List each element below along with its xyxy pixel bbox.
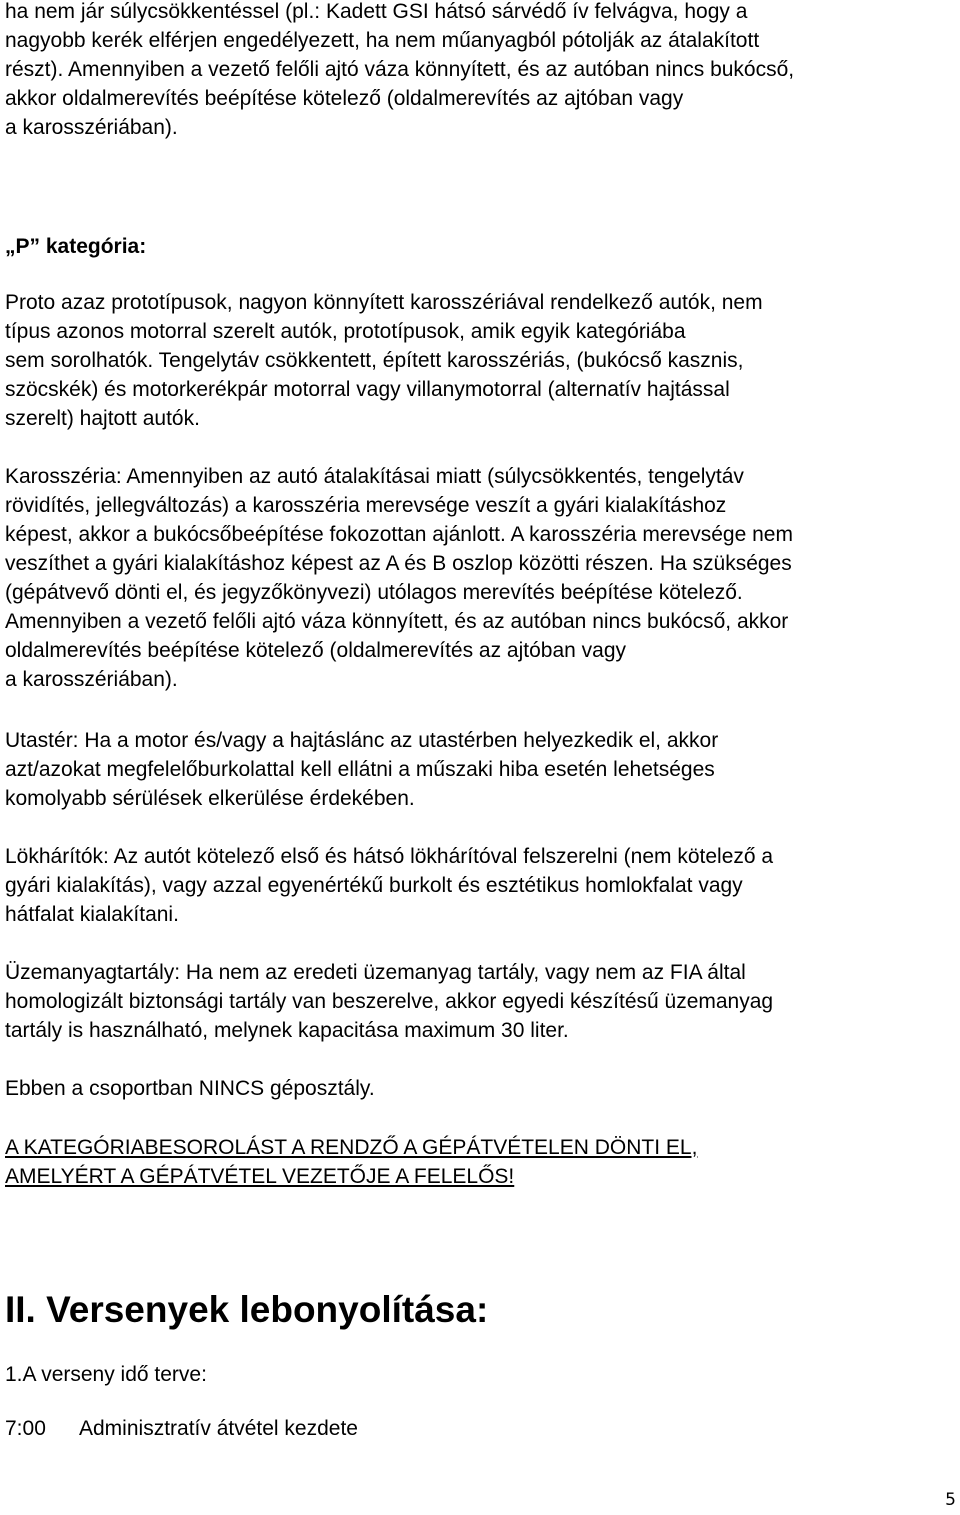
text-line: hátfalat kialakítani. (5, 903, 179, 926)
text-line: Karosszéria: Amennyiben az autó átalakításai miatt (súlycsökkentés, tengelytáv (5, 465, 744, 488)
text-line: részt). Amennyiben a vezető felőli ajtó váza könnyített, és az autóban nincs bukócső, (5, 58, 795, 81)
text-line: típus azonos motorral szerelt autók, prototípusok, amik egyik kategóriába (5, 320, 686, 343)
utaster-paragraph (5, 726, 950, 813)
category-heading: „P” kategória: (5, 235, 147, 258)
subsection-title: 1.A verseny idő terve: (5, 1363, 207, 1386)
text-line: Amennyiben a vezető felőli ajtó váza könnyített, és az autóban nincs bukócső, akkor (5, 610, 789, 633)
section-title: II. Versenyek lebonyolítása: (5, 1289, 489, 1330)
schedule-row (5, 1414, 358, 1443)
text-line: a karosszériában). (5, 116, 178, 139)
text-line: szöcskék) és motorkerékpár motorral vagy villanymotorral (alternatív hajtással (5, 378, 730, 401)
schedule-time: 7:00 (5, 1417, 46, 1440)
text-line: sem sorolhatók. Tengelytáv csökkentett, épített karosszériás, (bukócső kasznis, (5, 349, 744, 372)
schedule-event: Adminisztratív átvétel kezdete (79, 1417, 358, 1440)
text-line: gyári kialakítás), vagy azzal egyenértékű burkolt és esztétikus homlokfalat vagy (5, 874, 743, 897)
proto-paragraph (5, 288, 950, 433)
text-line: oldalmerevítés beépítése kötelező (oldalmerevítés az ajtóban vagy (5, 639, 627, 662)
class-note: Ebben a csoportban NINCS géposztály. (5, 1077, 375, 1100)
text-line: Üzemanyagtartály: Ha nem az eredeti üzemanyag tartály, vagy nem az FIA által (5, 961, 746, 984)
text-line: ha nem jár súlycsökkentéssel (pl.: Kadett GSI hátsó sárvédő ív felvágva, hogy a (5, 0, 748, 23)
text-line: AMELYÉRT A GÉPÁTVÉTEL VEZETŐJE A FELELŐS! (5, 1165, 515, 1188)
text-line: homologizált biztonsági tartály van beszerelve, akkor egyedi készítésű üzemanyag (5, 990, 774, 1013)
text-line: szerelt) hajtott autók. (5, 407, 200, 430)
text-line: komolyabb sérülések elkerülése érdekében. (5, 787, 415, 810)
text-line: Lökhárítók: Az autót kötelező első és hátsó lökhárítóval felszerelni (nem kötelező a (5, 845, 774, 868)
text-line: azt/azokat megfelelőburkolattal kell ellátni a műszaki hiba esetén lehetséges (5, 758, 715, 781)
text-line: veszíthet a gyári kialakításhoz képest az A és B oszlop közötti részen. Ha szükséges (5, 552, 792, 575)
karosszeria-paragraph (5, 462, 950, 694)
text-line: nagyobb kerék elférjen engedélyezett, ha nem műanyagból pótolják az átalakított (5, 29, 760, 52)
text-line: rövidítés, jellegváltozás) a karosszéria merevsége veszít a gyári kialakításhoz (5, 494, 727, 517)
lokharito-paragraph (5, 842, 950, 929)
text-line: Utastér: Ha a motor és/vagy a hajtáslánc az utastérben helyezkedik el, akkor (5, 729, 719, 752)
continued-paragraph (5, 0, 950, 142)
category-warning (5, 1133, 950, 1191)
text-line: (gépátvevő dönti el, és jegyzőkönyvezi) utólagos merevítés beépítése kötelező. (5, 581, 743, 604)
text-line: képest, akkor a bukócsőbeépítése fokozottan ajánlott. A karosszéria merevsége nem (5, 523, 793, 546)
text-line: a karosszériában). (5, 668, 178, 691)
text-line: akkor oldalmerevítés beépítése kötelező (oldalmerevítés az ajtóban vagy (5, 87, 684, 110)
uzemanyag-paragraph (5, 958, 950, 1045)
text-line: Proto azaz prototípusok, nagyon könnyített karosszériával rendelkező autók, nem (5, 291, 763, 314)
page-number: 5 (945, 1490, 956, 1510)
text-line: A KATEGÓRIABESOROLÁST A RENDZŐ A GÉPÁTVÉTELEN DÖNTI EL, (5, 1136, 698, 1159)
text-line: tartály is használható, melynek kapacitása maximum 30 liter. (5, 1019, 569, 1042)
